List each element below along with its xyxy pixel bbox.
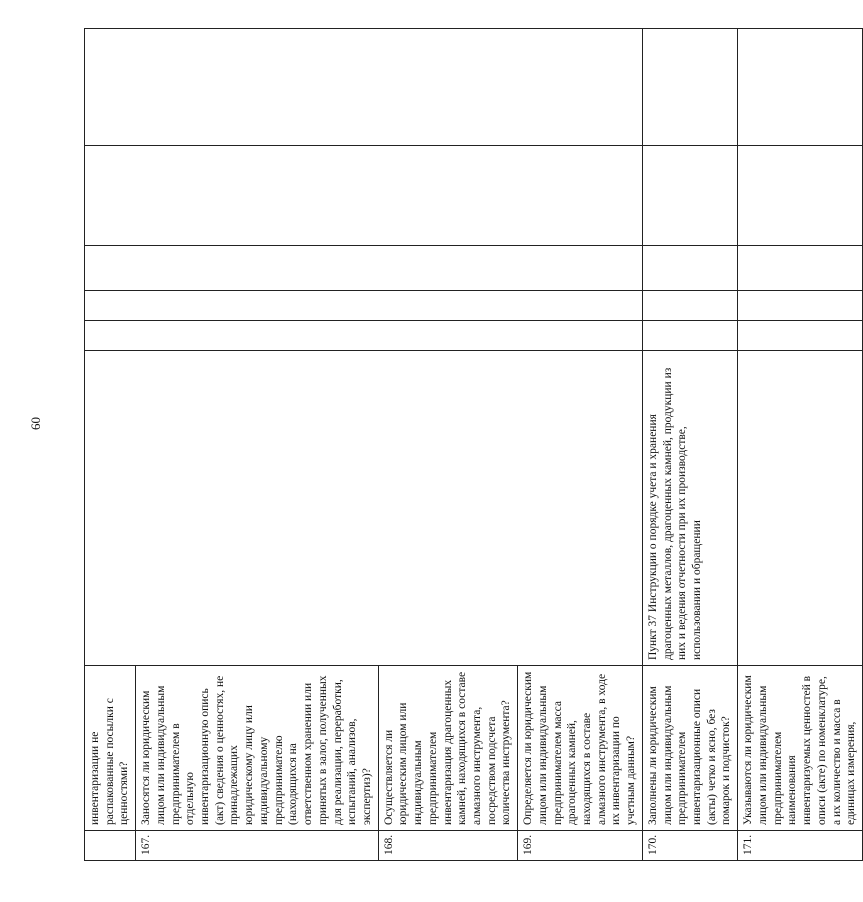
reference-cell (738, 351, 863, 666)
table-row (738, 29, 863, 861)
answer-no-cell (738, 291, 863, 321)
row-number: 171. (738, 831, 863, 861)
answer-na-cell (738, 246, 863, 291)
notes-cell (85, 146, 643, 246)
notes-cell (642, 146, 737, 246)
table-row (85, 29, 136, 861)
checklist-table-frame (84, 29, 858, 861)
question-cell: инвентаризации не распакованные посылки с ценностями? (85, 666, 136, 831)
answer-na-cell (642, 246, 737, 291)
row-number: 170. (642, 831, 737, 861)
answer-no-cell (642, 291, 737, 321)
reference-cell: Пункт 37 Инструкции о порядке учета и хранения драгоценных металлов, драгоценных камней, продукции из них и ведения отчетности при их производстве, использовании и обращении (642, 351, 737, 666)
row-number (85, 831, 136, 861)
question-cell: Заполнены ли юридическим лицом или индивидуальным предпринимателем инвентаризационные описи (акты) четко и ясно, без помарок и подчисток? (642, 666, 737, 831)
reference-cell (85, 351, 643, 666)
question-cell: Осуществляется ли юридическим лицом или индивидуальным предпринимателем инвентаризация драгоценных камней, находящихся в составе алмазного инструмента, посредством подсчета количества инструмента? (378, 666, 517, 831)
remarks-cell (642, 29, 737, 146)
page-number: 60 (28, 417, 43, 430)
answer-na-cell (85, 246, 643, 291)
answer-yes-cell (642, 321, 737, 351)
question-cell: Заносятся ли юридическим лицом или индивидуальным предпринимателем в отдельную инвентаризационную опись (акт) сведения о ценностях, не принадлежащих юридическому лицу или индивидуальному предпринимателю (находящихся на ответственном хранении или принятых в залог, полученных для реализации, переработки, испытаний, анализов, экспертиз)? (136, 666, 379, 831)
row-number: 169. (518, 831, 643, 861)
answer-yes-cell (85, 321, 643, 351)
row-number: 168. (378, 831, 517, 861)
question-cell: Определяется ли юридическим лицом или индивидуальным предпринимателем масса драгоценных камней, находящихся в составе алмазного инструмента, в ходе их инвентаризации по учетным данным? (518, 666, 643, 831)
row-number: 167. (136, 831, 379, 861)
remarks-cell (85, 29, 643, 146)
question-cell: Указываются ли юридическим лицом или индивидуальным предпринимателем наименования инвентаризуемых ценностей в описи (акте) по номенклатуре, а их количество и масса в единицах измерения, (738, 666, 863, 831)
table-row (642, 29, 737, 861)
answer-yes-cell (738, 321, 863, 351)
checklist-table (84, 28, 863, 861)
notes-cell (738, 146, 863, 246)
remarks-cell (738, 29, 863, 146)
answer-no-cell (85, 291, 643, 321)
